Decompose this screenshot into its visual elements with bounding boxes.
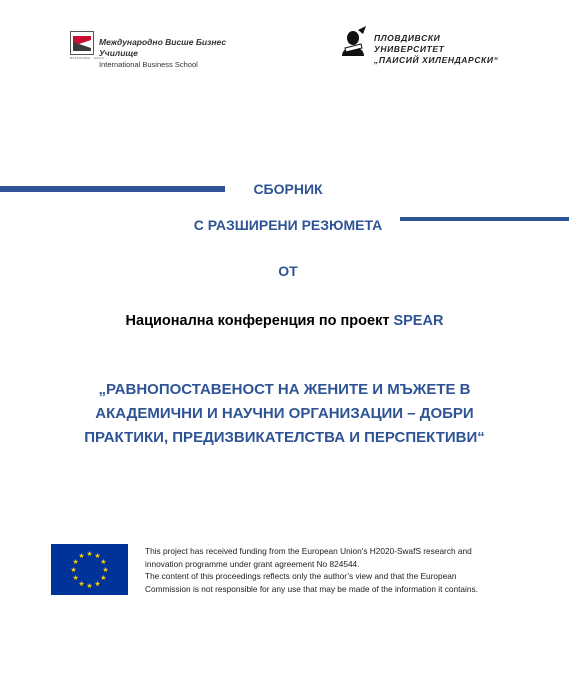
ibs-name-en: International Business School [99, 60, 198, 69]
eu-star-icon: ★ [86, 551, 93, 558]
collection-from: ОТ [278, 263, 298, 279]
university-name: ПЛОВДИВСКИ УНИВЕРСИТЕТ [374, 33, 445, 54]
eu-star-icon: ★ [78, 553, 85, 561]
theme-line-1: „РАВНОПОСТАВЕНОСТ НА ЖЕНИТЕ И МЪЖЕТЕ В [98, 381, 471, 398]
theme-line-3: ПРАКТИКИ, ПРЕДИЗВИКАТЕЛСТВА И ПЕРСПЕКТИВИ“ [84, 429, 485, 446]
project-name: SPEAR [393, 313, 444, 329]
university-subname: „ПАИСИЙ ХИЛЕНДАРСКИ“ [374, 55, 499, 65]
eu-star-icon: ★ [70, 567, 77, 574]
theme-line-2: АКАДЕМИЧНИ И НАУЧНИ ОРГАНИЗАЦИИ – ДОБРИ [95, 405, 474, 422]
ibs-emblem-icon [70, 31, 94, 55]
funding-disclaimer [145, 545, 545, 595]
collection-subtitle: С РАЗШИРЕНИ РЕЗЮМЕТА [193, 217, 383, 233]
eu-star-icon: ★ [94, 553, 101, 561]
conference-title [0, 313, 569, 329]
funding-line-2: innovation programme under grant agreement No 824544. [145, 558, 360, 569]
conference-prefix: Национална конференция по проект [125, 313, 394, 329]
eu-star-icon: ★ [100, 575, 107, 582]
eu-star-icon: ★ [72, 575, 79, 582]
eu-star-icon: ★ [94, 580, 101, 588]
eu-star-icon: ★ [78, 580, 85, 588]
ibs-tagline: BOTEVGRAD · SOFIA [70, 56, 104, 60]
eu-star-icon: ★ [102, 567, 109, 574]
eu-star-icon: ★ [72, 559, 79, 566]
funding-line-4: Commission is not responsible for any use that may be made of the information it contains. [145, 583, 478, 594]
eu-star-icon: ★ [86, 583, 93, 590]
paisii-emblem-icon [336, 24, 370, 58]
ibs-name-bg: Международно Висше Бизнес Училище [99, 37, 227, 58]
funding-line-1: This project has received funding from the European Union's H2020-SwafS research and [145, 546, 472, 556]
funding-line-3: The content of this proceedings reflects only the author’s view and that the European [145, 571, 457, 581]
collection-title: СБОРНИК [253, 181, 323, 197]
eu-star-icon: ★ [100, 559, 107, 566]
plovdiv-university-logo [336, 24, 506, 65]
eu-flag-icon [51, 544, 128, 595]
conference-theme [30, 378, 539, 450]
ibs-logo [70, 31, 260, 69]
